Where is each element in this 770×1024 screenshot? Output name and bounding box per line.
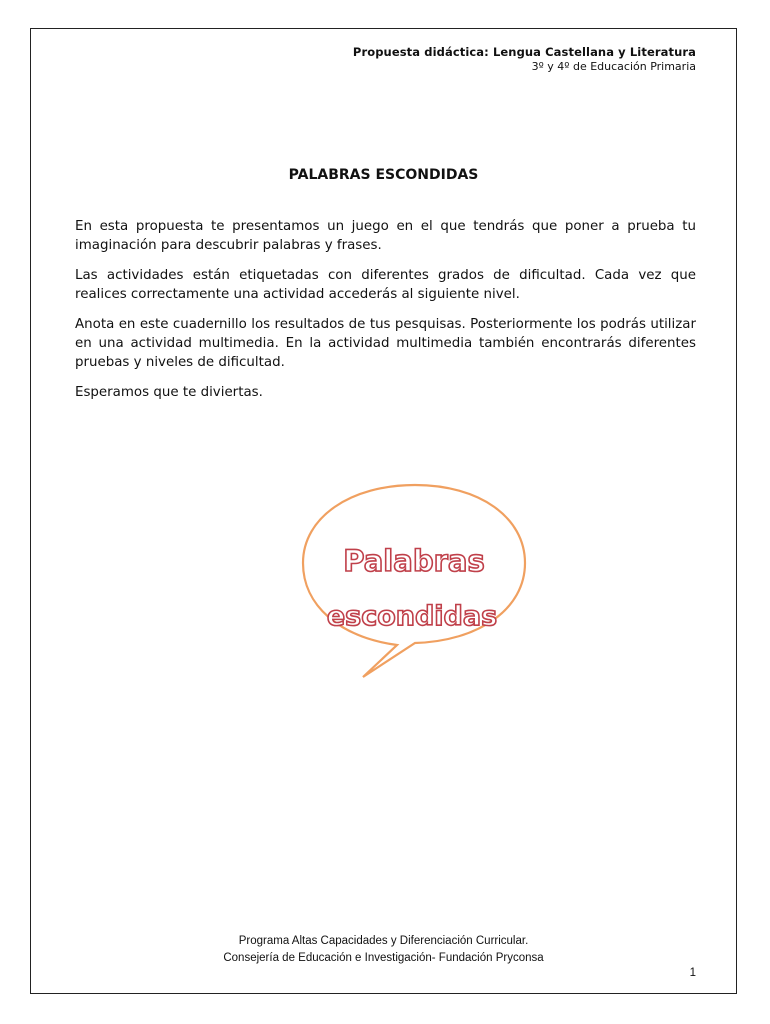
speech-bubble-logo <box>299 477 529 687</box>
intro-text <box>75 217 696 413</box>
page-frame <box>30 28 737 994</box>
paragraph: Las actividades están etiquetadas con diferentes grados de dificultad. Cada vez que realices correctamente una actividad accederás al siguiente nivel. <box>75 268 696 302</box>
footer-institution: Consejería de Educación e Investigación- Fundación Pryconsa <box>223 952 544 964</box>
header-course-title: Propuesta didáctica: Lengua Castellana y Literatura <box>352 45 696 59</box>
document-title: PALABRAS ESCONDIDAS <box>288 167 479 183</box>
logo-text-line2: escondidas <box>326 601 498 632</box>
footer-program: Programa Altas Capacidades y Diferenciación Curricular. <box>238 935 529 947</box>
speech-bubble-shape <box>303 485 525 677</box>
page-footer <box>31 933 736 967</box>
header-grade-level: 3º y 4º de Educación Primaria <box>531 60 696 73</box>
page-number: 1 <box>689 967 696 979</box>
paragraph: Anota en este cuadernillo los resultados de tus pesquisas. Posteriormente los podrás utilizar en una actividad multimedia. En la actividad multimedia también encontrarás diferentes pruebas y niveles de dificultad. <box>75 317 696 370</box>
page-header <box>353 45 696 73</box>
paragraph: En esta propuesta te presentamos un juego en el que tendrás que poner a prueba tu imaginación para descubrir palabras y frases. <box>75 219 696 253</box>
logo-text-line1: Palabras <box>343 544 485 578</box>
paragraph: Esperamos que te diviertas. <box>75 385 263 400</box>
